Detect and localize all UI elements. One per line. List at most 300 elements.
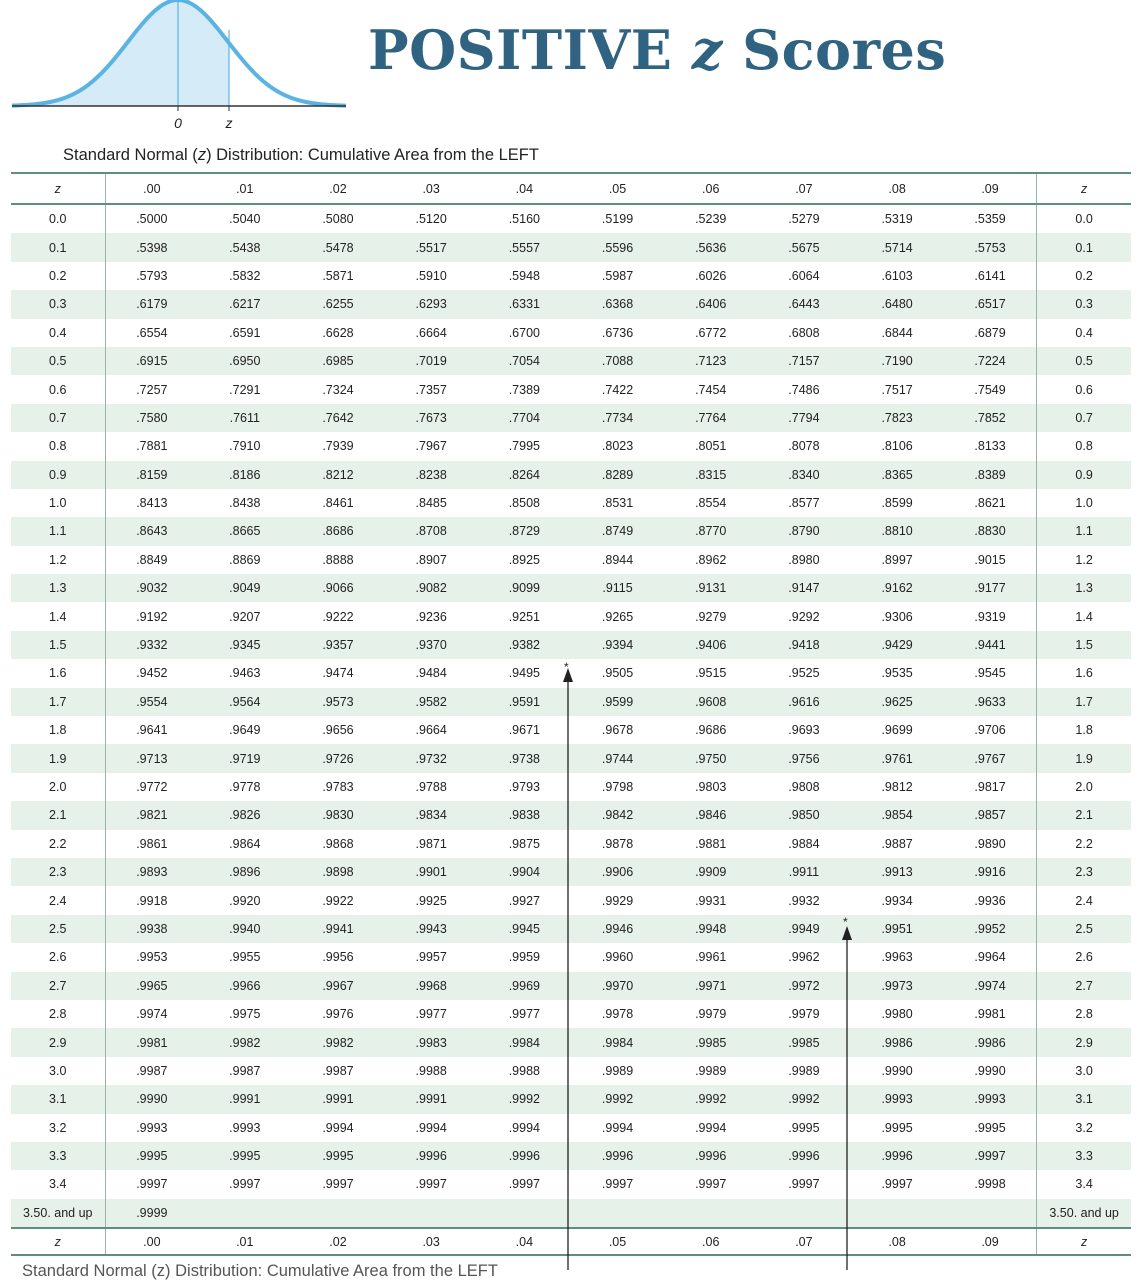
table-cell: .9982 <box>198 1028 291 1056</box>
table-cell: .9857 <box>944 801 1037 829</box>
table-cell <box>757 1199 850 1228</box>
table-cell: .8186 <box>198 461 291 489</box>
table-cell: .8790 <box>757 517 850 545</box>
table-row <box>11 233 1131 261</box>
table-cell <box>664 1199 757 1228</box>
row-z-value: 3.1 <box>11 1085 105 1113</box>
table-cell: .9452 <box>136 666 168 681</box>
table-cell: .6217 <box>198 290 291 318</box>
table-cell: .9936 <box>974 893 1006 908</box>
table-cell: .9971 <box>664 972 757 1000</box>
table-cell: .6406 <box>664 290 757 318</box>
table-cell: .9990 <box>105 1085 198 1113</box>
table-cell: .7088 <box>571 347 664 375</box>
table-cell: .9993 <box>851 1085 944 1113</box>
row-z-value: 2.9 <box>11 1028 105 1056</box>
row-z-value-right: 1.5 <box>1037 631 1131 659</box>
table-cell: .9015 <box>974 552 1006 567</box>
table-cell: .9881 <box>695 836 727 851</box>
table-cell: .6950 <box>198 347 291 375</box>
bottom-cut-text: Standard Normal (z) Distribution: Cumulative Area from the LEFT <box>22 1262 498 1280</box>
table-cell: .9916 <box>944 858 1037 886</box>
table-cell: .9207 <box>229 609 261 624</box>
table-row <box>11 432 1131 460</box>
row-z-value-right: 0.7 <box>1037 404 1131 432</box>
table-cell: .9961 <box>695 950 727 965</box>
table-cell: .9994 <box>508 1120 540 1135</box>
arrow-pointer-right <box>840 926 854 1270</box>
table-cell: .9162 <box>851 574 944 602</box>
table-cell: .9484 <box>415 666 447 681</box>
table-cell: .7794 <box>757 404 850 432</box>
row-z-value-right: 1.2 <box>1037 546 1131 574</box>
row-z-value: 0.3 <box>11 290 105 318</box>
table-cell: .9788 <box>415 780 447 794</box>
table-cell: .5714 <box>851 233 944 261</box>
table-cell: .9996 <box>851 1142 944 1170</box>
table-cell: .9989 <box>695 1063 727 1078</box>
table-cell: .9999 <box>105 1199 198 1228</box>
table-cell: .9951 <box>851 915 944 943</box>
table-cell: .9783 <box>322 780 354 794</box>
row-z-value: 1.0 <box>11 489 105 517</box>
row-z-value-right: 2.3 <box>1037 858 1131 886</box>
table-cell: .6808 <box>788 325 820 340</box>
normal-curve-graph <box>0 0 360 140</box>
row-z-value-right: 0.2 <box>1037 262 1131 290</box>
table-cell: .5199 <box>601 212 634 227</box>
table-cell: .9993 <box>136 1120 168 1135</box>
table-cell: .9671 <box>508 723 540 738</box>
table-cell: .7454 <box>695 382 727 397</box>
table-cell: .7642 <box>291 404 384 432</box>
footer-col-04: .04 <box>478 1228 571 1255</box>
table-cell: .9995 <box>291 1142 384 1170</box>
table-cell: .6141 <box>974 268 1006 283</box>
table-row <box>11 319 1131 347</box>
table-cell: .9406 <box>664 631 757 659</box>
table-cell: .7995 <box>508 439 540 454</box>
table-cell: .9812 <box>881 780 913 794</box>
table-cell: .9943 <box>385 915 478 943</box>
row-z-value-right: 0.0 <box>1037 204 1131 233</box>
table-cell: .6591 <box>229 325 261 340</box>
table-cell: .9927 <box>508 893 540 908</box>
table-cell: .9987 <box>229 1063 261 1078</box>
table-cell <box>198 1199 291 1228</box>
table-cell: .6554 <box>136 325 168 340</box>
table-cell: .9952 <box>944 915 1037 943</box>
row-z-value-right: 0.9 <box>1037 461 1131 489</box>
table-cell: .9821 <box>105 801 198 829</box>
table-cell: .8051 <box>695 439 727 454</box>
row-z-value: 1.8 <box>11 716 105 744</box>
table-cell: .6985 <box>291 347 384 375</box>
table-cell: .9808 <box>788 780 820 794</box>
table-cell: .9925 <box>415 893 447 908</box>
table-cell: .9929 <box>601 893 634 908</box>
table-cell: .8078 <box>788 439 820 454</box>
table-cell: .8264 <box>478 461 571 489</box>
table-cell: .9994 <box>322 1120 354 1135</box>
table-cell: .9868 <box>322 836 354 851</box>
page-title: POSITIVE z Scores <box>368 18 947 82</box>
table-cell: .5080 <box>322 212 354 227</box>
table-cell: .7257 <box>136 382 168 397</box>
table-cell: .8461 <box>322 496 354 511</box>
table-row <box>11 574 1131 602</box>
row-z-value: 1.3 <box>11 574 105 602</box>
table-cell: .8554 <box>695 496 727 511</box>
table-cell: .7881 <box>136 439 168 454</box>
table-cell: .9987 <box>136 1063 168 1078</box>
table-cell: .9345 <box>198 631 291 659</box>
row-z-value: 1.1 <box>11 517 105 545</box>
row-z-value: 3.4 <box>11 1170 105 1198</box>
table-cell: .9920 <box>229 893 261 908</box>
table-cell: .7704 <box>478 404 571 432</box>
table-cell: .9893 <box>105 858 198 886</box>
table-cell: .8665 <box>198 517 291 545</box>
table-cell: .9985 <box>664 1028 757 1056</box>
table-cell: .9977 <box>508 1007 540 1022</box>
table-cell: .9997 <box>322 1177 354 1192</box>
table-cell: .7389 <box>508 382 540 397</box>
header-col-03: .03 <box>385 173 478 204</box>
table-cell: .8997 <box>881 552 913 567</box>
table-cell: .9887 <box>881 836 913 851</box>
header-col-08: .08 <box>851 173 944 204</box>
table-cell <box>851 1199 944 1228</box>
table-row <box>11 546 1131 574</box>
table-cell: .9992 <box>757 1085 850 1113</box>
table-cell: .5000 <box>136 212 168 227</box>
table-cell: .9633 <box>944 688 1037 716</box>
table-cell: .6026 <box>695 268 727 283</box>
table-cell: .9997 <box>136 1177 168 1192</box>
table-cell: .9732 <box>385 744 478 772</box>
table-cell: .9978 <box>601 1007 634 1022</box>
table-cell: .9370 <box>385 631 478 659</box>
table-row <box>11 631 1131 659</box>
table-cell: .9963 <box>881 950 913 965</box>
row-z-value: 2.1 <box>11 801 105 829</box>
table-cell: .7734 <box>571 404 664 432</box>
table-cell: .5517 <box>385 233 478 261</box>
header-col-07: .07 <box>757 173 850 204</box>
table-cell: .9981 <box>974 1007 1006 1022</box>
table-cell: .9591 <box>478 688 571 716</box>
table-cell: .7357 <box>415 382 447 397</box>
row-z-value: 2.0 <box>11 773 105 801</box>
table-cell: .9997 <box>944 1142 1037 1170</box>
table-cell: .8599 <box>881 496 913 511</box>
footer-col-07: .07 <box>757 1228 850 1255</box>
row-z-value: 0.0 <box>11 204 105 233</box>
table-cell: .9989 <box>788 1063 820 1078</box>
table-cell: .5557 <box>478 233 571 261</box>
table-cell: .8888 <box>322 552 354 567</box>
table-cell: .8438 <box>229 496 261 511</box>
table-cell: .9990 <box>974 1063 1006 1078</box>
table-cell: .9984 <box>478 1028 571 1056</box>
row-z-value-right: 3.2 <box>1037 1114 1131 1142</box>
table-cell: .9975 <box>229 1007 261 1022</box>
table-row <box>11 347 1131 375</box>
table-cell: .6368 <box>571 290 664 318</box>
table-cell: .9946 <box>571 915 664 943</box>
table-cell: .8413 <box>136 496 168 511</box>
table-cell: .9996 <box>478 1142 571 1170</box>
row-z-value-right: 0.8 <box>1037 432 1131 460</box>
table-cell: .9726 <box>291 744 384 772</box>
row-z-value-right: 2.9 <box>1037 1028 1131 1056</box>
table-cell: .9147 <box>757 574 850 602</box>
table-cell: .9991 <box>291 1085 384 1113</box>
table-cell: .6443 <box>757 290 850 318</box>
table-cell: .9706 <box>974 723 1006 738</box>
row-z-value: 1.4 <box>11 602 105 630</box>
table-cell: .8106 <box>881 439 913 454</box>
table-cell: .9959 <box>508 950 540 965</box>
table-cell: .5910 <box>415 268 447 283</box>
table-cell: .9545 <box>974 666 1006 681</box>
table-cell: .9932 <box>788 893 820 908</box>
table-cell: .6879 <box>974 325 1006 340</box>
header-z-label-right: z <box>1037 173 1131 204</box>
table-cell: .9292 <box>788 609 820 624</box>
table-cell: .7517 <box>881 382 913 397</box>
table-cell: .9418 <box>757 631 850 659</box>
table-cell: .9834 <box>385 801 478 829</box>
row-z-value-right: 0.5 <box>1037 347 1131 375</box>
table-cell: .9719 <box>198 744 291 772</box>
header-col-05: .05 <box>571 173 664 204</box>
table-cell: .9864 <box>229 836 261 851</box>
table-cell: .9980 <box>881 1007 913 1022</box>
table-cell: .9966 <box>198 972 291 1000</box>
table-cell: .9616 <box>757 688 850 716</box>
table-row <box>11 517 1131 545</box>
table-cell: .8907 <box>415 552 447 567</box>
table-cell: .9896 <box>198 858 291 886</box>
table-cell: .9984 <box>571 1028 664 1056</box>
row-z-value-right: 0.1 <box>1037 233 1131 261</box>
table-cell: .9744 <box>571 744 664 772</box>
table-cell: .9987 <box>322 1063 354 1078</box>
row-z-value-right: 1.9 <box>1037 744 1131 772</box>
table-cell <box>944 1199 1037 1228</box>
footer-z-label-right: z <box>1037 1228 1131 1255</box>
table-cell: .9032 <box>105 574 198 602</box>
table-cell: .7939 <box>322 439 354 454</box>
table-cell: .9649 <box>229 723 261 738</box>
table-cell: .9854 <box>851 801 944 829</box>
table-cell: .9997 <box>508 1177 540 1192</box>
table-cell: .9901 <box>385 858 478 886</box>
table-cell: .5478 <box>291 233 384 261</box>
table-cell: .9960 <box>601 950 634 965</box>
row-z-value: 3.2 <box>11 1114 105 1142</box>
table-row <box>11 461 1131 489</box>
table-cell: .8925 <box>508 552 540 567</box>
table-cell: .9495 <box>508 666 540 681</box>
table-cell: .9995 <box>788 1120 820 1135</box>
table-cell: .9082 <box>385 574 478 602</box>
row-z-value-right: 2.0 <box>1037 773 1131 801</box>
table-cell: .7673 <box>385 404 478 432</box>
table-cell: .7764 <box>664 404 757 432</box>
table-cell: .9948 <box>664 915 757 943</box>
header-col-09: .09 <box>944 173 1037 204</box>
row-z-value: 1.9 <box>11 744 105 772</box>
table-cell: .6736 <box>601 325 634 340</box>
footer-z-label-left: z <box>11 1228 105 1255</box>
table-cell: .9977 <box>415 1007 447 1022</box>
row-z-value-right: 1.6 <box>1037 659 1131 687</box>
table-cell: .5596 <box>571 233 664 261</box>
row-z-value-right: 1.1 <box>1037 517 1131 545</box>
table-cell: .9981 <box>105 1028 198 1056</box>
table-cell: .8869 <box>229 552 261 567</box>
table-cell: .9967 <box>291 972 384 1000</box>
table-cell: .9994 <box>415 1120 447 1135</box>
table-cell: .6772 <box>695 325 727 340</box>
row-z-value: 0.7 <box>11 404 105 432</box>
table-cell: .9738 <box>478 744 571 772</box>
table-cell: .9949 <box>757 915 850 943</box>
asterisk-annotation-right: * <box>843 915 848 929</box>
table-cell: .9756 <box>757 744 850 772</box>
table-cell: .9983 <box>385 1028 478 1056</box>
table-cell <box>291 1199 384 1228</box>
table-row <box>11 489 1131 517</box>
table-cell: .5948 <box>508 268 540 283</box>
table-cell: .9664 <box>415 723 447 738</box>
table-cell: .9066 <box>291 574 384 602</box>
table-cell: .5753 <box>944 233 1037 261</box>
table-cell: .9995 <box>881 1120 913 1135</box>
table-cell: .9505 <box>601 666 634 681</box>
table-cell: .9991 <box>385 1085 478 1113</box>
table-cell: .9938 <box>105 915 198 943</box>
footer-col-09: .09 <box>944 1228 1037 1255</box>
table-cell: .9890 <box>974 836 1006 851</box>
table-cell: .9251 <box>508 609 540 624</box>
table-cell: .6844 <box>881 325 913 340</box>
row-z-value: 3.50. and up <box>11 1199 105 1228</box>
row-z-value: 1.5 <box>11 631 105 659</box>
table-subtitle: Standard Normal (z) Distribution: Cumulative Area from the LEFT <box>63 146 539 164</box>
table-cell: .8830 <box>944 517 1037 545</box>
table-cell: .9693 <box>788 723 820 738</box>
z-label: z <box>225 115 233 131</box>
table-cell: .9989 <box>601 1063 634 1078</box>
row-z-value-right: 0.6 <box>1037 375 1131 403</box>
table-cell: .9573 <box>291 688 384 716</box>
table-cell: .9992 <box>571 1085 664 1113</box>
row-z-value: 2.3 <box>11 858 105 886</box>
table-row <box>11 290 1131 318</box>
row-z-value-right: 2.1 <box>1037 801 1131 829</box>
table-cell: .5438 <box>198 233 291 261</box>
table-cell: .9850 <box>757 801 850 829</box>
table-cell: .9382 <box>478 631 571 659</box>
row-z-value: 2.7 <box>11 972 105 1000</box>
table-cell: .9878 <box>601 836 634 851</box>
header-col-00: .00 <box>105 173 198 204</box>
table-cell: .9554 <box>105 688 198 716</box>
table-cell: .9778 <box>229 780 261 794</box>
table-cell: .8340 <box>757 461 850 489</box>
table-cell: .9049 <box>198 574 291 602</box>
table-cell: .9941 <box>291 915 384 943</box>
table-cell: .8686 <box>291 517 384 545</box>
header-z-label-left: z <box>11 173 105 204</box>
table-cell: .9793 <box>508 780 540 794</box>
table-cell: .7224 <box>944 347 1037 375</box>
table-cell: .9656 <box>322 723 354 738</box>
table-cell: .8531 <box>601 496 634 511</box>
table-cell: .9995 <box>974 1120 1006 1135</box>
table-cell: .9940 <box>198 915 291 943</box>
table-cell: .7123 <box>664 347 757 375</box>
table-cell: .7611 <box>198 404 291 432</box>
table-cell: .9394 <box>571 631 664 659</box>
table-cell: .8770 <box>664 517 757 545</box>
table-cell: .8944 <box>601 552 634 567</box>
table-cell: .9996 <box>664 1142 757 1170</box>
table-cell: .9279 <box>695 609 727 624</box>
table-cell: .9608 <box>664 688 757 716</box>
table-cell: .9986 <box>944 1028 1037 1056</box>
asterisk-annotation-left: * <box>564 660 569 674</box>
table-cell: .5319 <box>881 212 913 227</box>
table-cell: .9957 <box>415 950 447 965</box>
table-cell: .9830 <box>291 801 384 829</box>
row-z-value-right: 1.7 <box>1037 688 1131 716</box>
table-cell: .9997 <box>415 1177 447 1192</box>
table-cell: .9969 <box>478 972 571 1000</box>
table-cell: .9582 <box>385 688 478 716</box>
table-cell: .8023 <box>601 439 634 454</box>
table-cell: .9995 <box>105 1142 198 1170</box>
table-cell: .9922 <box>322 893 354 908</box>
table-cell: .7054 <box>478 347 571 375</box>
footer-col-08: .08 <box>851 1228 944 1255</box>
table-cell: .7910 <box>229 439 261 454</box>
row-z-value-right: 2.8 <box>1037 1000 1131 1028</box>
row-z-value: 3.3 <box>11 1142 105 1170</box>
table-cell: .7324 <box>322 382 354 397</box>
table-cell: .9441 <box>944 631 1037 659</box>
table-cell: .9995 <box>198 1142 291 1170</box>
row-z-value-right: 1.4 <box>1037 602 1131 630</box>
table-cell: .9884 <box>788 836 820 851</box>
table-cell: .9979 <box>695 1007 727 1022</box>
row-z-value-right: 2.7 <box>1037 972 1131 1000</box>
table-cell: .6517 <box>944 290 1037 318</box>
header-col-02: .02 <box>291 173 384 204</box>
table-cell: .7291 <box>229 382 261 397</box>
footer-col-03: .03 <box>385 1228 478 1255</box>
table-cell: .9986 <box>851 1028 944 1056</box>
table-cell: .9956 <box>322 950 354 965</box>
table-cell: .7486 <box>788 382 820 397</box>
table-cell: .9678 <box>601 723 634 738</box>
table-cell: .8577 <box>788 496 820 511</box>
row-z-value: 0.6 <box>11 375 105 403</box>
